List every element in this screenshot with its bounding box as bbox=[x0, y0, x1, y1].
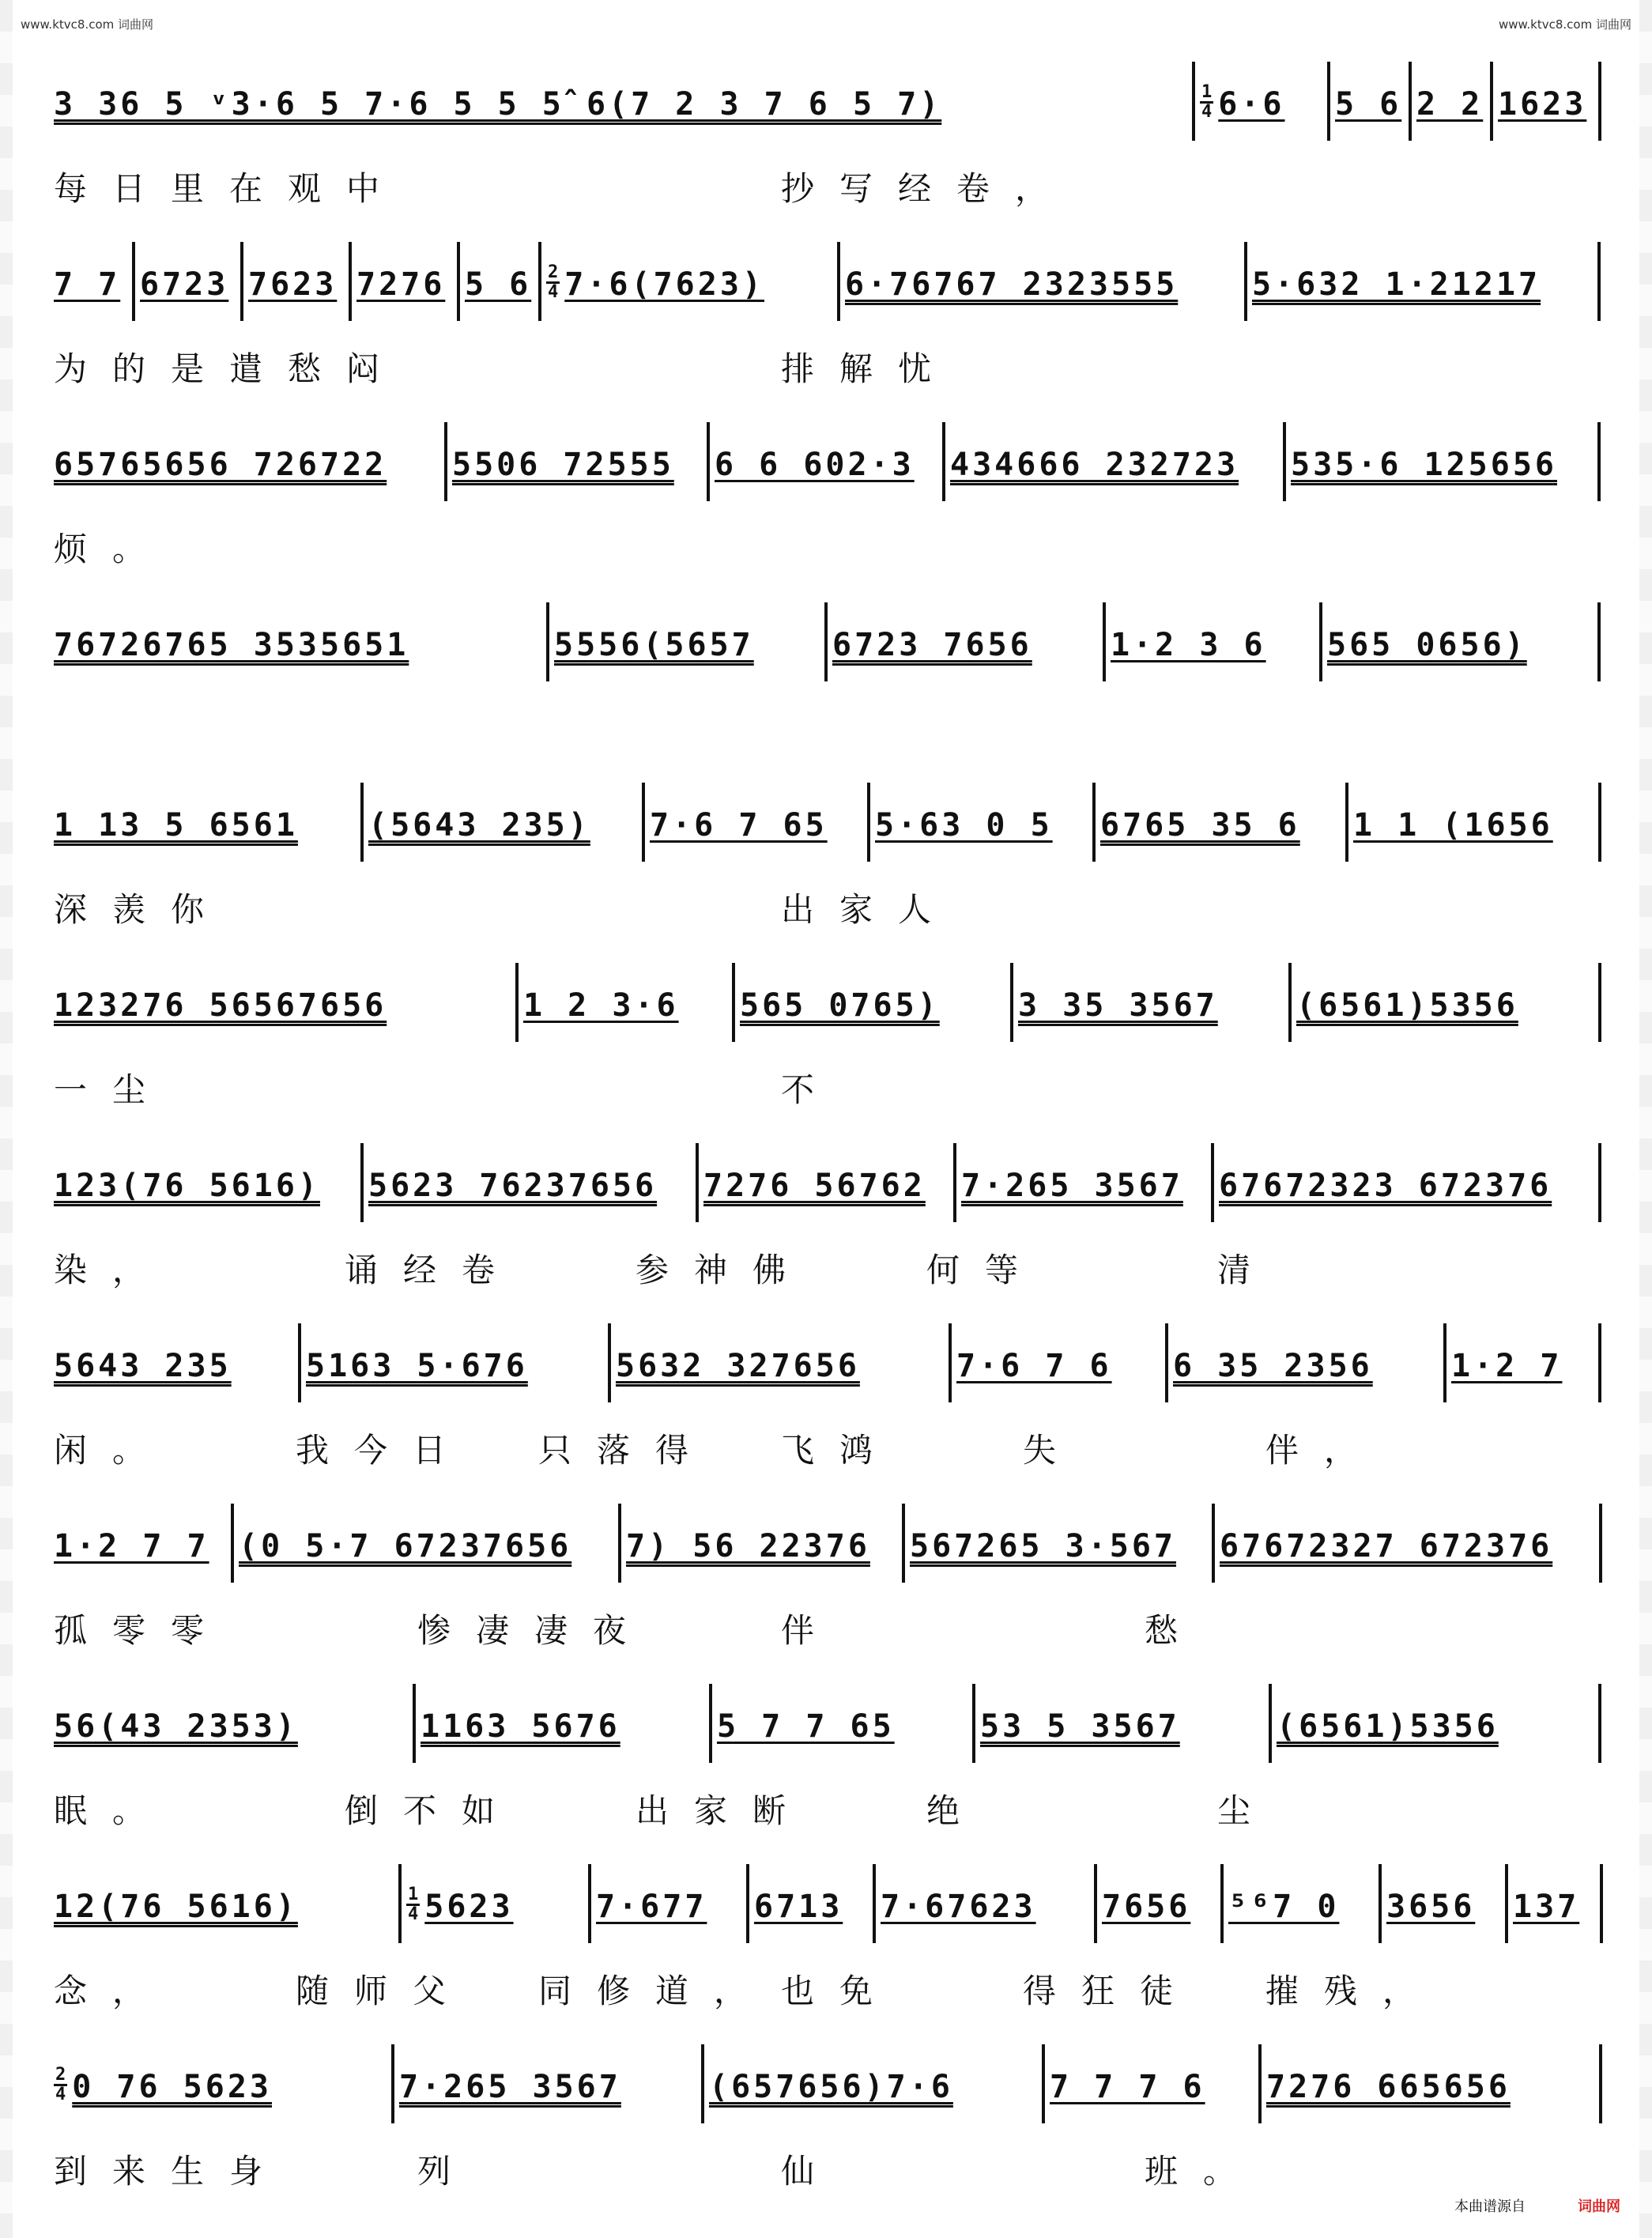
measure bbox=[1382, 1864, 1508, 1943]
measure bbox=[1215, 1504, 1602, 1583]
measure bbox=[876, 1864, 1097, 1943]
measure-notes: 5643 235 bbox=[54, 1348, 232, 1384]
measure bbox=[54, 1684, 416, 1763]
lyrics-line bbox=[54, 343, 1603, 391]
lyric-phrase: 愁 bbox=[1145, 1611, 1204, 1650]
measure bbox=[905, 1504, 1215, 1583]
measure-notes: 7656 bbox=[1102, 1889, 1191, 1925]
measure-notes: 76726765 3535651 bbox=[54, 627, 409, 663]
time-signature bbox=[546, 264, 560, 301]
notes-line bbox=[54, 1684, 1603, 1763]
score-system bbox=[54, 1488, 1603, 1662]
measure-notes: 123(76 5616) bbox=[54, 1168, 320, 1204]
lyric-phrase: 深羡你 bbox=[54, 890, 230, 929]
measure bbox=[54, 242, 135, 321]
measure bbox=[394, 2044, 704, 2123]
measure bbox=[1262, 2044, 1602, 2123]
lyrics-line bbox=[54, 1425, 1603, 1472]
measure-notes: 3 36 5 ᵛ3·6 5 7·6 5 5 5̂ 6(7 2 3 7 6 5 7) bbox=[54, 86, 942, 123]
measure bbox=[1013, 963, 1292, 1042]
measure-notes: 1·2 3 6 bbox=[1111, 627, 1266, 663]
measure bbox=[54, 783, 364, 862]
measure bbox=[1493, 62, 1601, 141]
lyric-phrase: 念， bbox=[54, 1972, 172, 2010]
lyric-phrase: 每日里在观中 bbox=[54, 169, 405, 208]
lyric-phrase: 不 bbox=[781, 1070, 840, 1109]
lyric-phrase: 眠。 bbox=[54, 1791, 172, 1830]
measure-notes: 5163 5·676 bbox=[306, 1348, 528, 1384]
measure bbox=[1286, 422, 1601, 501]
measure bbox=[541, 242, 840, 321]
measure-notes: 6·76767 2323555 bbox=[845, 266, 1179, 303]
measure-notes: 5 6 bbox=[465, 266, 532, 303]
time-signature-numerator: 2 bbox=[548, 262, 559, 282]
time-signature-denominator: 4 bbox=[55, 2085, 66, 2104]
score-system bbox=[54, 226, 1603, 400]
measure bbox=[1272, 1684, 1601, 1763]
lyric-phrase: 绝 bbox=[926, 1791, 986, 1830]
measure bbox=[364, 1143, 699, 1222]
time-signature-numerator: 1 bbox=[408, 1885, 419, 1904]
measure-notes: 6723 bbox=[140, 266, 229, 303]
score-system bbox=[54, 1848, 1603, 2022]
measure-notes: 7·6(7623) bbox=[564, 266, 764, 303]
lyric-phrase: 列 bbox=[417, 2152, 477, 2191]
measure-notes: (5643 235) bbox=[368, 807, 590, 843]
measure bbox=[54, 1504, 234, 1583]
measure-notes: 1163 5676 bbox=[421, 1708, 620, 1745]
lyric-phrase: 到来生身 bbox=[54, 2152, 289, 2191]
measure bbox=[243, 242, 352, 321]
lyric-phrase: 染， bbox=[54, 1251, 172, 1289]
measure-notes: 56(43 2353) bbox=[54, 1708, 298, 1745]
measure-notes: 7276 56762 bbox=[703, 1168, 926, 1204]
measure bbox=[591, 1864, 749, 1943]
measure-notes: 7·265 3567 bbox=[399, 2069, 621, 2105]
measure bbox=[712, 1684, 975, 1763]
measure-notes: 5632 327656 bbox=[616, 1348, 860, 1384]
measure-notes: 6 35 2356 bbox=[1173, 1348, 1373, 1384]
measure bbox=[621, 1504, 905, 1583]
measure-notes: 2 2 bbox=[1416, 86, 1484, 123]
measure-notes: 5556(5657 bbox=[554, 627, 754, 663]
time-signature-denominator: 4 bbox=[408, 1904, 419, 1924]
lyric-phrase: 伴 bbox=[781, 1611, 840, 1650]
left-margin-strip bbox=[0, 0, 13, 2238]
notes-line bbox=[54, 1864, 1603, 1943]
measure-notes: 1·2 7 7 bbox=[54, 1528, 209, 1564]
measure bbox=[1224, 1864, 1382, 1943]
header-site-right: www.ktvc8.com 词曲网 bbox=[1498, 17, 1631, 32]
notes-line bbox=[54, 963, 1603, 1042]
lyric-phrase: 尘 bbox=[1217, 1791, 1277, 1830]
measure bbox=[1322, 602, 1601, 681]
score-system bbox=[54, 587, 1603, 760]
measure bbox=[460, 242, 541, 321]
measure-notes: 12(76 5616) bbox=[54, 1889, 298, 1925]
lyrics-line bbox=[54, 2146, 1603, 2193]
measure-notes: 1 1 (1656 bbox=[1353, 807, 1553, 843]
time-signature-denominator: 4 bbox=[1201, 102, 1213, 122]
measure-notes: 123276 56567656 bbox=[54, 987, 387, 1024]
lyrics-line bbox=[54, 1244, 1603, 1292]
time-signature-denominator: 4 bbox=[548, 282, 559, 302]
measure-notes: 535·6 125656 bbox=[1291, 447, 1557, 483]
lyrics-line bbox=[54, 1605, 1603, 1652]
lyric-phrase: 飞鸿 bbox=[781, 1431, 899, 1470]
measure-notes: 137 bbox=[1513, 1889, 1580, 1925]
lyric-phrase: 倒不如 bbox=[345, 1791, 521, 1830]
right-margin-strip bbox=[1639, 0, 1652, 2238]
measure bbox=[840, 242, 1247, 321]
measure bbox=[1096, 783, 1348, 862]
lyric-phrase: 惨凄凄夜 bbox=[417, 1611, 652, 1650]
measure bbox=[1412, 62, 1493, 141]
lyric-phrase: 得狂徒 bbox=[1023, 1972, 1199, 2010]
notes-line bbox=[54, 2044, 1603, 2123]
time-signature bbox=[1200, 84, 1213, 121]
measure-notes: 5 6 bbox=[1335, 86, 1402, 123]
score-system bbox=[54, 1127, 1603, 1301]
lyrics-line bbox=[54, 523, 1603, 571]
measure bbox=[54, 1143, 364, 1222]
measure bbox=[364, 783, 645, 862]
notes-line bbox=[54, 242, 1603, 321]
lyric-phrase: 失 bbox=[1023, 1431, 1082, 1470]
measure bbox=[1292, 963, 1601, 1042]
measure bbox=[699, 1143, 956, 1222]
measure-notes: 7·677 bbox=[596, 1889, 707, 1925]
lyric-phrase: 抄写经卷， bbox=[781, 169, 1074, 208]
lyric-phrase: 同修道， bbox=[538, 1972, 773, 2010]
score-system bbox=[54, 406, 1603, 580]
measure-notes: 7) 56 22376 bbox=[626, 1528, 870, 1564]
score-system bbox=[54, 1308, 1603, 1481]
notes-line bbox=[54, 1323, 1603, 1402]
measure bbox=[54, 1864, 402, 1943]
measure-notes: 3 35 3567 bbox=[1018, 987, 1218, 1024]
measure bbox=[704, 2044, 1045, 2123]
measure bbox=[1045, 2044, 1262, 2123]
lyric-phrase: 孤零零 bbox=[54, 1611, 230, 1650]
notes-line bbox=[54, 1143, 1603, 1222]
time-signature bbox=[406, 1886, 420, 1923]
measure bbox=[828, 602, 1106, 681]
measure bbox=[611, 1323, 952, 1402]
score-system bbox=[54, 46, 1603, 220]
measure bbox=[234, 1504, 621, 1583]
measure-notes: (6561)5356 bbox=[1296, 987, 1518, 1024]
lyrics-line bbox=[54, 1965, 1603, 2013]
lyric-phrase: 闲。 bbox=[54, 1431, 172, 1470]
measure bbox=[519, 963, 735, 1042]
measure-notes: 5 7 7 65 bbox=[717, 1708, 895, 1745]
measure bbox=[301, 1323, 611, 1402]
measure-notes: 5623 bbox=[424, 1889, 514, 1925]
header-site-left: www.ktvc8.com 词曲网 bbox=[21, 17, 154, 32]
footer-credit: 本曲谱源自 bbox=[1454, 2198, 1526, 2215]
footer-brand-logo: 词曲网 bbox=[1578, 2198, 1620, 2215]
lyric-phrase: 随师父 bbox=[296, 1972, 472, 2010]
measure bbox=[54, 963, 519, 1042]
measure bbox=[1348, 783, 1601, 862]
measure-notes: 3656 bbox=[1386, 1889, 1476, 1925]
measure-notes: 1623 bbox=[1498, 86, 1587, 123]
measure bbox=[710, 422, 945, 501]
lyric-phrase: 参神佛 bbox=[636, 1251, 812, 1289]
lyric-phrase: 伴， bbox=[1265, 1431, 1383, 1470]
lyric-phrase: 出家断 bbox=[636, 1791, 812, 1830]
measure bbox=[1195, 62, 1330, 141]
lyric-phrase: 为的是遣愁闷 bbox=[54, 349, 405, 388]
notes-line bbox=[54, 1504, 1603, 1583]
measure-notes: 67672327 672376 bbox=[1220, 1528, 1553, 1564]
measure-notes: (6561)5356 bbox=[1277, 1708, 1499, 1745]
measure-notes: 7·6 7 6 bbox=[956, 1348, 1112, 1384]
measure bbox=[54, 602, 549, 681]
measure-notes: 6·6 bbox=[1218, 86, 1285, 123]
measure-notes: ⁵⁶7 0 bbox=[1228, 1889, 1340, 1925]
lyric-phrase: 我今日 bbox=[296, 1431, 472, 1470]
lyric-phrase: 排解忧 bbox=[781, 349, 957, 388]
lyric-phrase: 烦。 bbox=[54, 530, 172, 568]
measure bbox=[645, 783, 870, 862]
measure-notes: 7·67623 bbox=[881, 1889, 1036, 1925]
measure-notes: 1·2 7 bbox=[1451, 1348, 1563, 1384]
measure bbox=[135, 242, 243, 321]
measure bbox=[54, 1323, 301, 1402]
measure-notes: 5·63 0 5 bbox=[875, 807, 1053, 843]
measure bbox=[1214, 1143, 1601, 1222]
measure bbox=[870, 783, 1096, 862]
measure bbox=[735, 963, 1013, 1042]
measure bbox=[352, 242, 460, 321]
measure bbox=[447, 422, 710, 501]
score-system bbox=[54, 2029, 1603, 2202]
measure-notes: 565 0765) bbox=[740, 987, 940, 1024]
measure-notes: 7276 bbox=[356, 266, 446, 303]
measure-notes: 5506 72555 bbox=[452, 447, 674, 483]
measure-notes: 67672323 672376 bbox=[1219, 1168, 1552, 1204]
lyrics-line bbox=[54, 1064, 1603, 1111]
measure-notes: 565 0656) bbox=[1327, 627, 1527, 663]
measure bbox=[1097, 1864, 1224, 1943]
lyric-phrase: 出家人 bbox=[781, 890, 957, 929]
notes-line bbox=[54, 422, 1603, 501]
measure-notes: 7623 bbox=[248, 266, 338, 303]
measure-notes: 1 2 3·6 bbox=[523, 987, 679, 1024]
notes-line bbox=[54, 62, 1603, 141]
measure bbox=[956, 1143, 1214, 1222]
measure bbox=[402, 1864, 591, 1943]
measure-notes: 7·6 7 65 bbox=[650, 807, 828, 843]
measure bbox=[1446, 1323, 1601, 1402]
lyric-phrase: 摧残， bbox=[1265, 1972, 1442, 2010]
measure-notes: 5623 76237656 bbox=[368, 1168, 658, 1204]
measure-notes: 6713 bbox=[754, 1889, 843, 1925]
measure-notes: 6765 35 6 bbox=[1100, 807, 1300, 843]
lyric-phrase: 清 bbox=[1217, 1251, 1277, 1289]
measure-notes: 7·265 3567 bbox=[961, 1168, 1183, 1204]
measure-notes: 7276 665656 bbox=[1266, 2069, 1511, 2105]
lyrics-line bbox=[54, 1785, 1603, 1832]
lyric-phrase: 班。 bbox=[1145, 2152, 1262, 2191]
measure-notes: 7 7 bbox=[54, 266, 121, 303]
lyric-phrase: 诵经卷 bbox=[345, 1251, 521, 1289]
measure bbox=[416, 1684, 712, 1763]
notes-line bbox=[54, 602, 1603, 681]
measure bbox=[975, 1684, 1272, 1763]
measure bbox=[54, 2044, 394, 2123]
lyric-phrase: 也免 bbox=[781, 1972, 899, 2010]
measure-notes: (0 5·7 67237656 bbox=[239, 1528, 572, 1564]
measure-notes: 567265 3·567 bbox=[910, 1528, 1176, 1564]
measure-notes: 6 6 602·3 bbox=[715, 447, 915, 483]
measure-notes: 0 76 5623 bbox=[72, 2069, 272, 2105]
measure-notes: 53 5 3567 bbox=[980, 1708, 1180, 1745]
measure bbox=[1168, 1323, 1446, 1402]
lyrics-line bbox=[54, 163, 1603, 210]
measure-notes: 5·632 1·21217 bbox=[1252, 266, 1541, 303]
measure bbox=[945, 422, 1286, 501]
score-system bbox=[54, 947, 1603, 1121]
measure-notes: 434666 232723 bbox=[950, 447, 1239, 483]
score-system bbox=[54, 767, 1603, 941]
time-signature-numerator: 2 bbox=[55, 2065, 66, 2085]
lyric-phrase: 只落得 bbox=[538, 1431, 715, 1470]
measure-notes: 7 7 7 6 bbox=[1050, 2069, 1205, 2105]
measure bbox=[749, 1864, 876, 1943]
lyric-phrase: 仙 bbox=[781, 2152, 840, 2191]
measure bbox=[1508, 1864, 1603, 1943]
measure-notes: (657656)7·6 bbox=[709, 2069, 953, 2105]
time-signature-numerator: 1 bbox=[1201, 82, 1213, 102]
lyric-phrase: 一尘 bbox=[54, 1070, 172, 1109]
measure bbox=[952, 1323, 1168, 1402]
measure-notes: 6723 7656 bbox=[832, 627, 1032, 663]
measure bbox=[1247, 242, 1601, 321]
measure-notes: 1 13 5 6561 bbox=[54, 807, 298, 843]
measure-notes: 65765656 726722 bbox=[54, 447, 387, 483]
measure bbox=[1330, 62, 1412, 141]
lyrics-line bbox=[54, 884, 1603, 931]
lyric-phrase: 何等 bbox=[926, 1251, 1044, 1289]
score-system bbox=[54, 1668, 1603, 1842]
notes-line bbox=[54, 783, 1603, 862]
measure bbox=[54, 422, 447, 501]
measure bbox=[549, 602, 828, 681]
measure bbox=[1106, 602, 1322, 681]
time-signature bbox=[54, 2066, 67, 2104]
measure bbox=[54, 62, 1195, 141]
